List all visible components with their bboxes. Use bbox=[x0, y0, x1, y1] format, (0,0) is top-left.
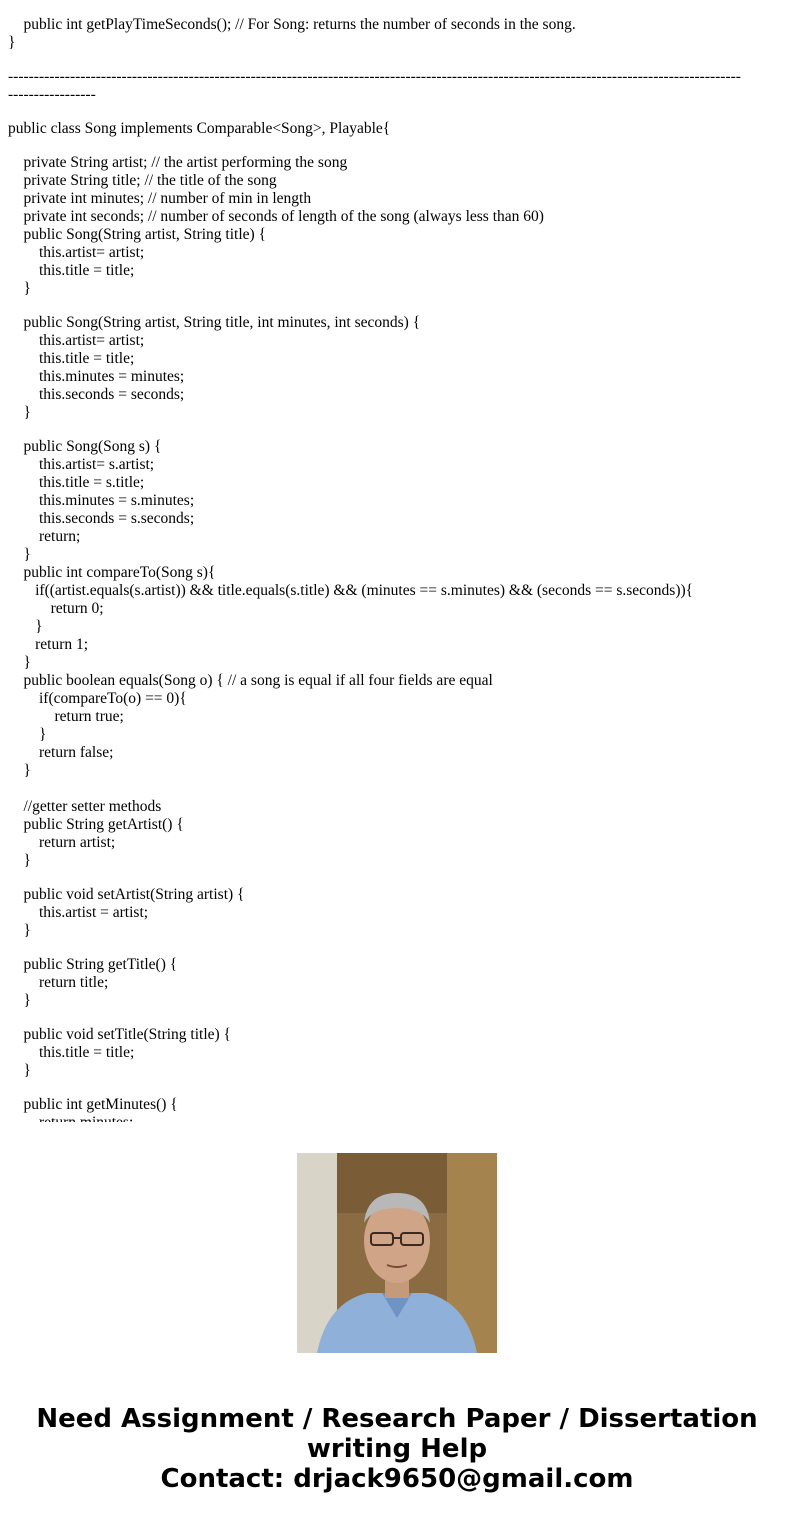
code-line: ---------------------------------------------------------------------------------------------------------------------------------------------- bbox=[8, 68, 741, 85]
code-line: this.artist = artist; bbox=[8, 904, 149, 921]
code-line: public boolean equals(Song o) { // a song is equal if all four fields are equal bbox=[8, 672, 493, 689]
promo-contact: Contact: drjack9650@gmail.com bbox=[160, 1464, 634, 1494]
code-line: } bbox=[8, 34, 16, 51]
code-line: return title; bbox=[8, 974, 109, 991]
code-line: if((artist.equals(s.artist)) && title.equals(s.title) && (minutes == s.minutes) && (seconds == s.seconds)){ bbox=[8, 582, 694, 599]
contact-banner bbox=[0, 1404, 794, 1494]
code-line: this.minutes = s.minutes; bbox=[8, 492, 195, 509]
code-line: public int compareTo(Song s){ bbox=[8, 564, 216, 581]
code-line: this.title = s.title; bbox=[8, 474, 145, 491]
code-line: public int getMinutes() { bbox=[8, 1096, 178, 1113]
code-line: } bbox=[8, 404, 31, 421]
code-line: private String title; // the title of the song bbox=[8, 172, 277, 189]
code-line: public String getTitle() { bbox=[8, 956, 178, 973]
code-line: } bbox=[8, 992, 31, 1009]
code-line: this.seconds = s.seconds; bbox=[8, 510, 195, 527]
code-line: } bbox=[8, 922, 31, 939]
promo-section bbox=[0, 1122, 794, 1523]
code-line: } bbox=[8, 280, 31, 297]
code-line: public void setTitle(String title) { bbox=[8, 1026, 232, 1043]
code-line: } bbox=[8, 1062, 31, 1079]
code-line: } bbox=[8, 726, 47, 743]
code-line: this.seconds = seconds; bbox=[8, 386, 185, 403]
code-line: if(compareTo(o) == 0){ bbox=[8, 690, 187, 707]
code-line: return false; bbox=[8, 744, 114, 761]
code-line: this.minutes = minutes; bbox=[8, 368, 185, 385]
code-line: private int seconds; // number of seconds of length of the song (always less than 60) bbox=[8, 208, 544, 225]
code-line: return artist; bbox=[8, 834, 116, 851]
code-line: public Song(Song s) { bbox=[8, 438, 162, 455]
portrait-image bbox=[297, 1153, 497, 1353]
code-line: public class Song implements Comparable<Song>, Playable{ bbox=[8, 120, 391, 137]
code-line: return 0; bbox=[8, 600, 104, 617]
code-line: private int minutes; // number of min in length bbox=[8, 190, 312, 207]
code-line: } bbox=[8, 618, 43, 635]
code-line: //getter setter methods bbox=[8, 798, 162, 815]
code-line: this.artist= artist; bbox=[8, 244, 145, 261]
author-avatar bbox=[297, 1153, 497, 1353]
code-line: this.artist= artist; bbox=[8, 332, 145, 349]
code-line: } bbox=[8, 852, 31, 869]
code-line: return true; bbox=[8, 708, 124, 725]
code-line: return; bbox=[8, 528, 81, 545]
code-line: ----------------- bbox=[8, 86, 96, 103]
promo-line-1: Need Assignment / Research Paper / Dissertation bbox=[36, 1404, 758, 1434]
code-line: public Song(String artist, String title, int minutes, int seconds) { bbox=[8, 314, 421, 331]
promo-line-2: writing Help bbox=[306, 1434, 488, 1464]
code-line: private String artist; // the artist performing the song bbox=[8, 154, 348, 171]
code-line: public int getPlayTimeSeconds(); // For Song: returns the number of seconds in the song. bbox=[8, 16, 576, 33]
code-line: } bbox=[8, 546, 31, 563]
code-line: this.title = title; bbox=[8, 350, 135, 367]
code-line: this.artist= s.artist; bbox=[8, 456, 155, 473]
code-line: this.title = title; bbox=[8, 1044, 135, 1061]
code-line: } bbox=[8, 762, 31, 779]
code-line: public Song(String artist, String title) { bbox=[8, 226, 267, 243]
code-line: return 1; bbox=[8, 636, 89, 653]
code-line: this.title = title; bbox=[8, 262, 135, 279]
code-line: public String getArtist() { bbox=[8, 816, 184, 833]
code-line: } bbox=[8, 654, 31, 671]
code-line: public void setArtist(String artist) { bbox=[8, 886, 245, 903]
